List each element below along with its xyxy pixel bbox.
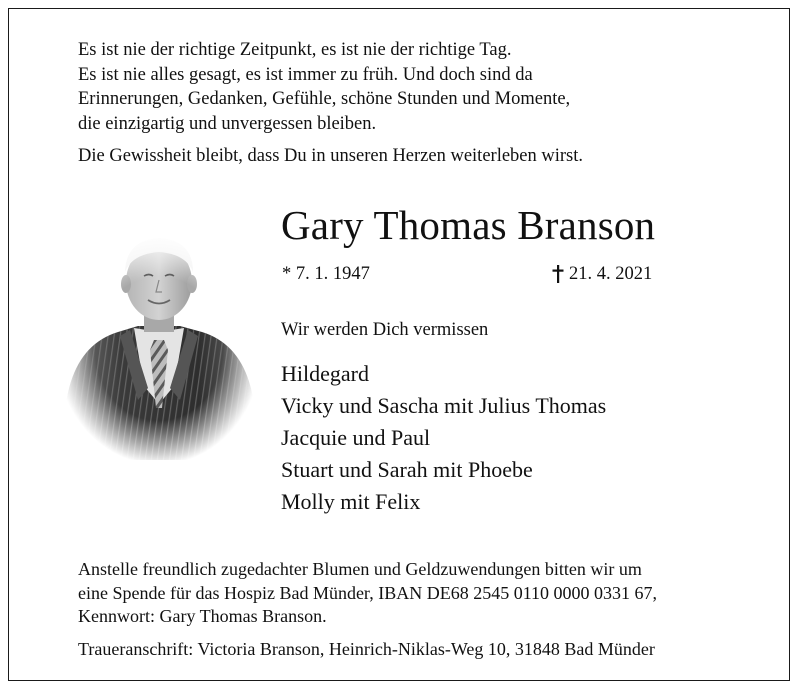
verse-line: Es ist nie alles gesagt, es ist immer zu früh. Und doch sind da	[78, 64, 533, 85]
mourners-list	[281, 358, 606, 518]
birth-date: * 7. 1. 1947	[282, 264, 370, 284]
donation-request	[78, 558, 657, 629]
cross-icon	[552, 265, 564, 283]
mourner-name: Molly mit Felix	[281, 489, 421, 514]
mourner-name: Jacquie und Paul	[281, 425, 431, 450]
portrait-photo	[56, 228, 262, 460]
verse-line: Erinnerungen, Gedanken, Gefühle, schöne Stunden und Momente,	[78, 89, 571, 109]
deceased-name: Gary Thomas Branson	[281, 202, 656, 248]
donation-line: Anstelle freundlich zugedachter Blumen und Geldzuwendungen bitten wir um	[78, 559, 642, 579]
death-date-row	[552, 262, 652, 286]
mourner-name: Hildegard	[281, 361, 369, 386]
donation-line: Kennwort: Gary Thomas Branson.	[78, 606, 327, 626]
verse-line: Es ist nie der richtige Zeitpunkt, es ist nie der richtige Tag.	[78, 40, 512, 60]
mourner-name: Stuart und Sarah mit Phoebe	[281, 457, 533, 482]
verse-line: die einzigartig und unvergessen bleiben.	[78, 113, 377, 134]
mourner-name: Vicky und Sascha mit Julius Thomas	[281, 393, 607, 418]
mourning-address: Traueranschrift: Victoria Branson, Heinrich-Niklas-Weg 10, 31848 Bad Münder	[78, 639, 655, 659]
death-date: 21. 4. 2021	[569, 264, 653, 284]
donation-line: eine Spende für das Hospiz Bad Münder, IBAN DE68 2545 0110 0000 0331 67,	[78, 582, 658, 603]
mourners-intro: Wir werden Dich vermissen	[281, 320, 489, 340]
certainty-line: Die Gewissheit bleibt, dass Du in unseren Herzen weiterleben wirst.	[78, 146, 584, 166]
memorial-verse	[78, 38, 570, 136]
